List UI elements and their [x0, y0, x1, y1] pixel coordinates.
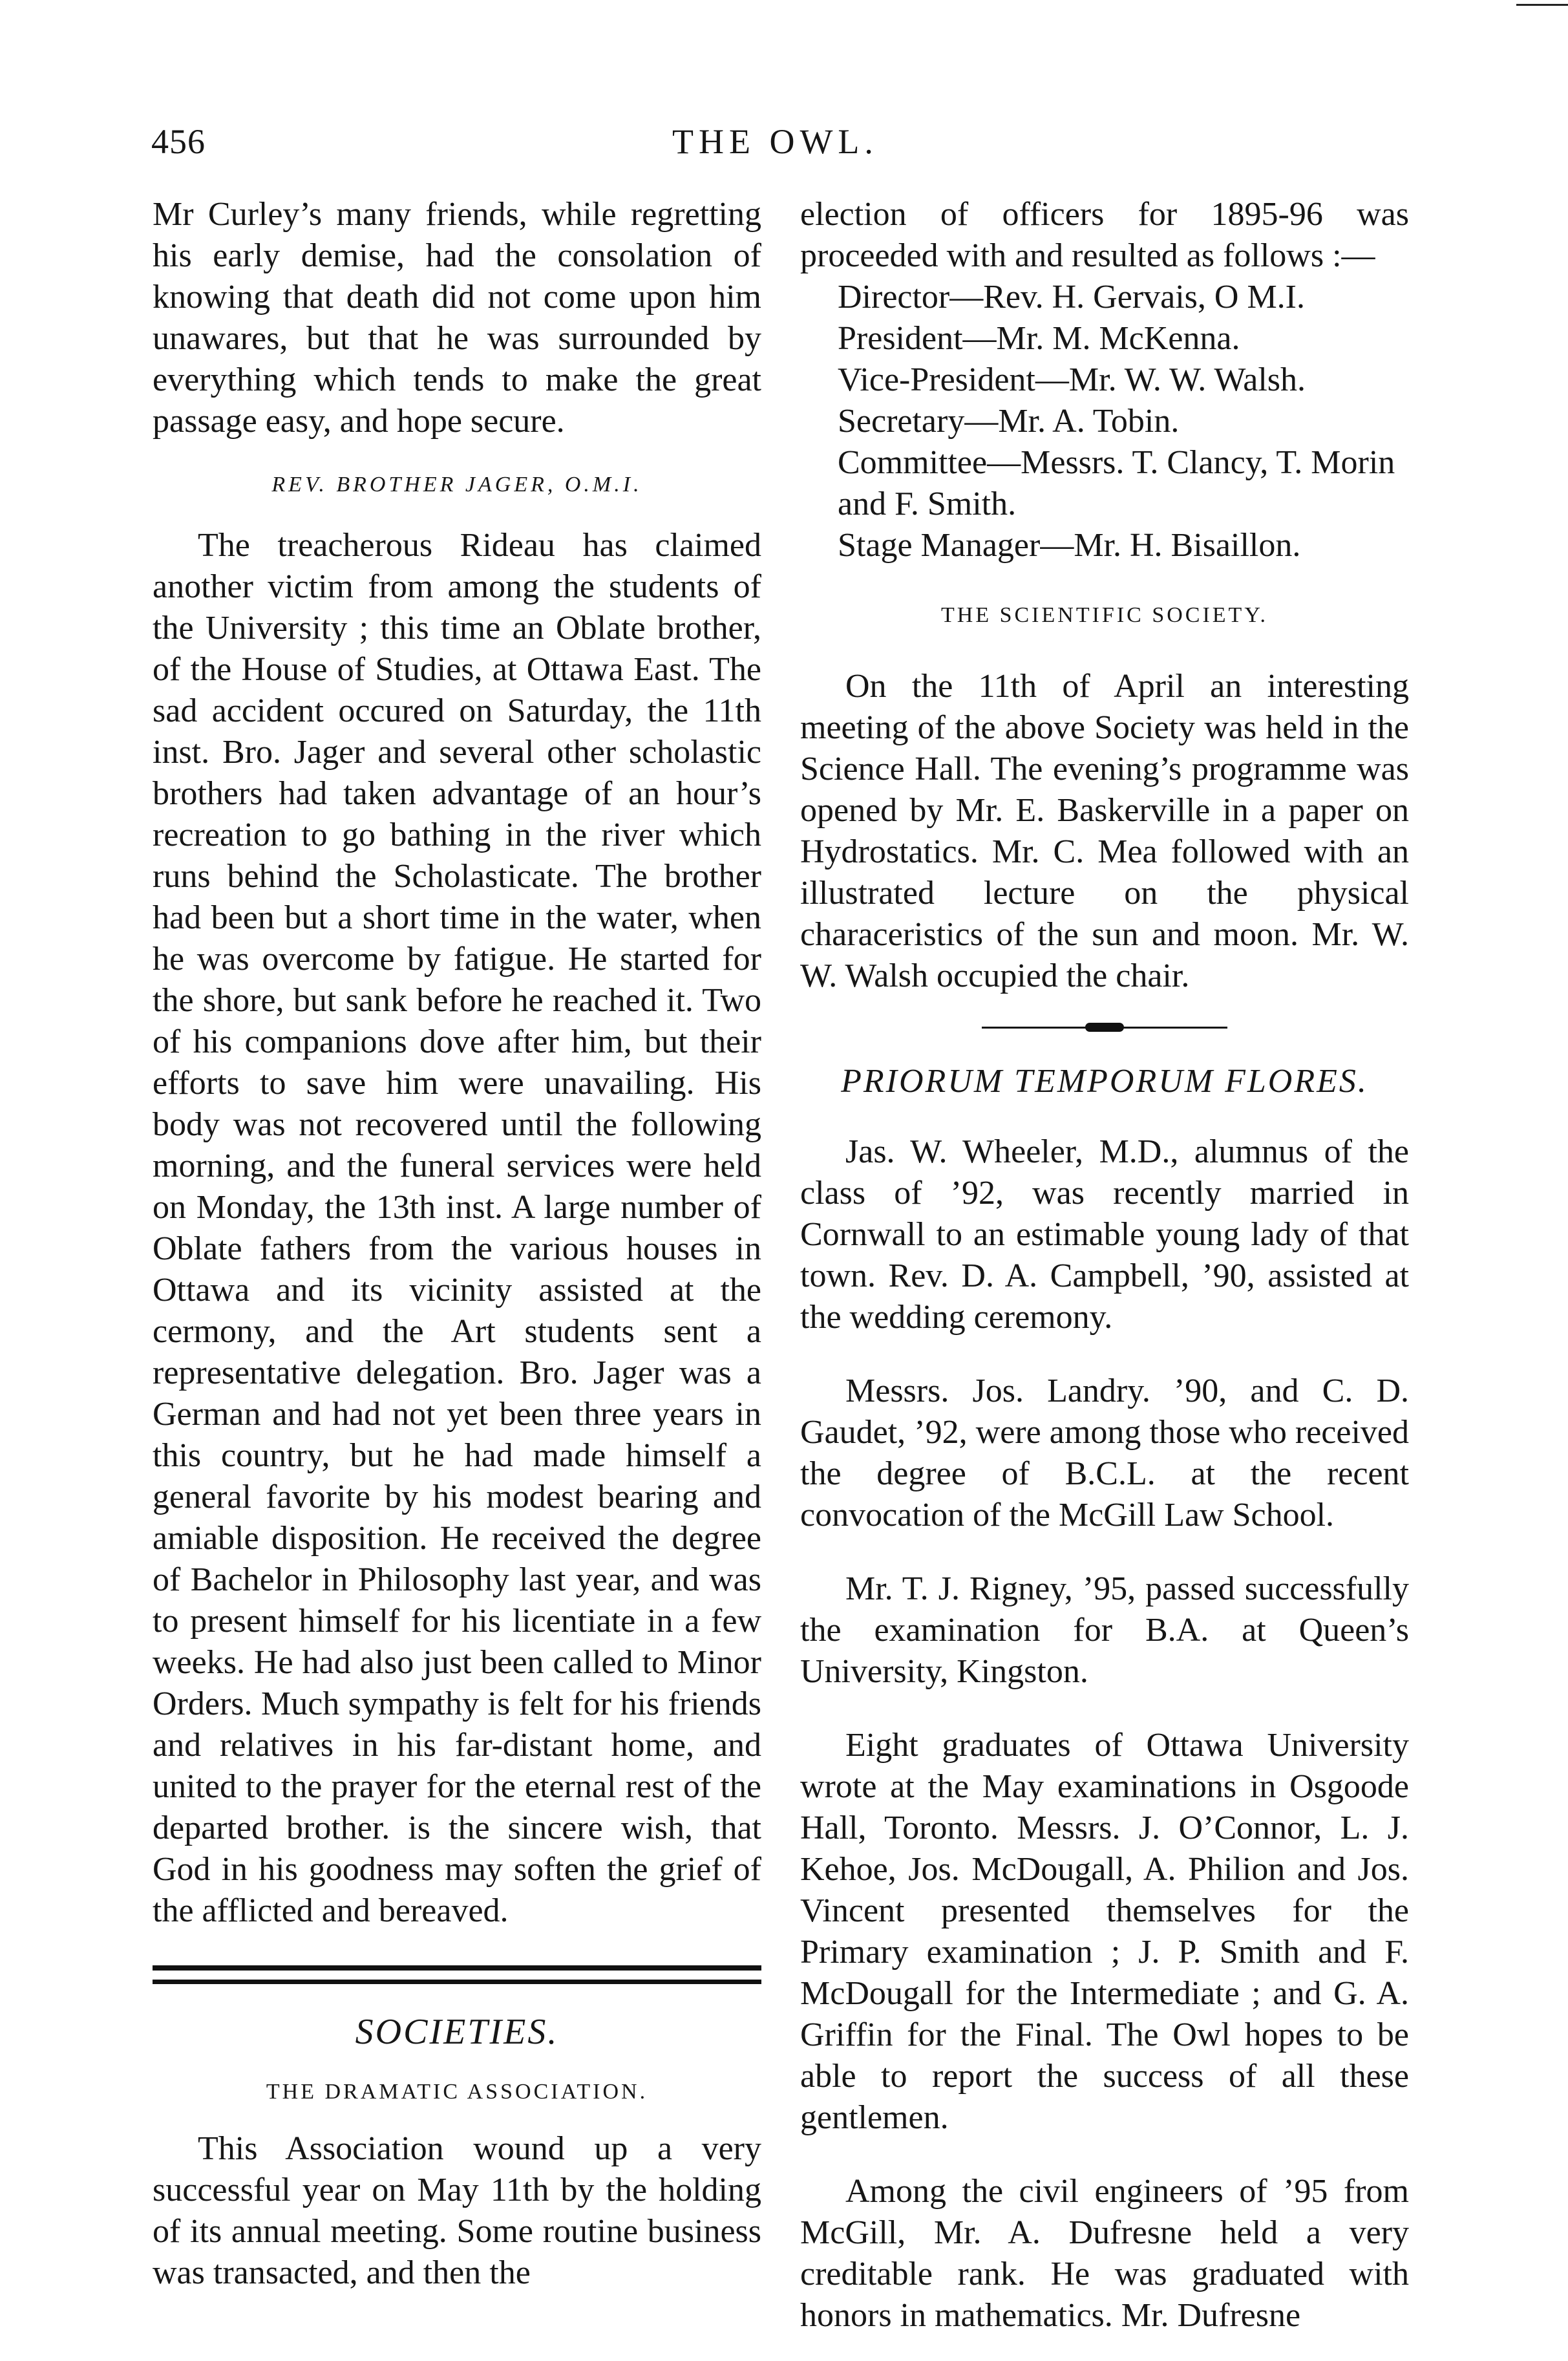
running-title: THE OWL.: [672, 122, 878, 161]
officer-entry-committee: Committee—Messrs. T. Clancy, T. Morin and F. Smith.: [838, 444, 1395, 522]
paragraph-scientific: On the 11th of April an interesting meeting of the above Society was held in the Science Hall. The evening’s programme was opened by Mr. E. Baskerville in a paper on Hydrostatics. Mr. C. Mea followed with an illustrated lecture on the physical characeristics of the sun and moon. Mr. W. W. Walsh occupied the chair.: [800, 668, 1409, 994]
officer-entry: Secretary—Mr. A. Tobin.: [838, 403, 1180, 440]
paragraph-rigney: Mr. T. J. Rigney, ’95, passed successfully the examination for B.A. at Queen’s University, Kingston.: [800, 1570, 1409, 1690]
heading-priorum-temporum-flores: PRIORUM TEMPORUM FLORES.: [841, 1063, 1368, 1100]
officer-entry: Vice-President—Mr. W. W. Walsh.: [838, 361, 1306, 398]
paragraph-osgoode: Eight graduates of Ottawa University wrote at the May examinations in Osgoode Hall, Toronto. Messrs. J. O’Connor, L. J. Kehoe, Jos. McDougall, A. Philion and Jos. Vincent presented themselves for the Primary examination ; J. P. Smith and F. McDougall for the Intermediate ; and G. A. Griffin for the Final. The Owl hopes to be able to report the success of all these gentlemen.: [800, 1727, 1409, 2136]
officer-entry: President—Mr. M. McKenna.: [838, 320, 1240, 357]
right-column: [800, 194, 1409, 2336]
paragraph-jager: The treacherous Rideau has claimed another victim from among the students of the University ; this time an Oblate brother, of the House of Studies, at Ottawa East. The sad accident occured on Saturday, the 11th inst. Bro. Jager and several other scholastic brothers had taken advantage of an hour’s recreation to go bathing in the river which runs behind the Scholasticate. The brother had been but a short time in the water, when he was overcome by fatigue. He started for the shore, but sank before he reached it. Two of his companions dove after him, but their efforts to save him were unavailing. His body was not recovered until the following morning, and the funeral services were held on Monday, the 13th inst. A large number of Oblate fathers from the various houses in Ottawa and its vicinity assisted at the cermony, and the Art students sent a representative delegation. Bro. Jager was a German and had not yet been three years in this country, but he had made himself a general favorite by his modest bearing and amiable disposition. He received the degree of Bachelor in Philosophy last year, and was to present himself for his licentiate in a few weeks. He had also just been called to Minor Orders. Much sympathy is felt for his friends and relatives in his far-distant home, and united to the prayer for the eternal rest of the departed brother. is the sincere wish, that God in his goodness may soften the grief of the afflicted and bereaved.: [153, 527, 761, 1929]
corner-rule: [1516, 4, 1568, 6]
left-column: [153, 194, 761, 2294]
paragraph-landry: Messrs. Jos. Landry. ’90, and C. D. Gaudet, ’92, were among those who received the degree of B.C.L. at the recent convocation of the McGill Law School.: [800, 1373, 1409, 1533]
page-number: 456: [151, 122, 206, 161]
paragraph-dufresne: Among the civil engineers of ’95 from McGill, Mr. A. Dufresne held a very creditable rank. He was graduated with honors in mathematics. Mr. Dufresne: [800, 2173, 1409, 2334]
paragraph-curley: Mr Curley’s many friends, while regretting his early demise, had the consolation of knowing that death did not come upon him unawares, but that he was surrounded by everything which tends to make the great passage easy, and hope secure.: [153, 196, 761, 440]
heading-brother-jager: REV. BROTHER JAGER, O.M.I.: [271, 473, 642, 497]
officer-entry: Stage Manager—Mr. H. Bisaillon.: [838, 527, 1301, 564]
section-divider: [153, 1965, 761, 1991]
officers-list: [800, 277, 1409, 566]
heading-scientific-society: THE SCIENTIFIC SOCIETY.: [941, 603, 1268, 627]
heading-societies: SOCIETIES.: [355, 2012, 559, 2052]
ornamental-divider: [982, 1023, 1227, 1032]
heading-dramatic-association: THE DRAMATIC ASSOCIATION.: [266, 2080, 648, 2104]
paragraph-wheeler: Jas. W. Wheeler, M.D., alumnus of the class of ’92, was recently married in Cornwall to an estimable young lady of that town. Rev. D. A. Campbell, ’90, assisted at the wedding ceremony.: [800, 1133, 1409, 1336]
officer-entry: Director—Rev. H. Gervais, O M.I.: [838, 279, 1305, 315]
paragraph-election: election of officers for 1895-96 was proceeded with and resulted as follows :—: [800, 196, 1409, 274]
paragraph-dramatic: This Association wound up a very successful year on May 11th by the holding of its annual meeting. Some routine business was transacted, and then the: [153, 2130, 761, 2291]
